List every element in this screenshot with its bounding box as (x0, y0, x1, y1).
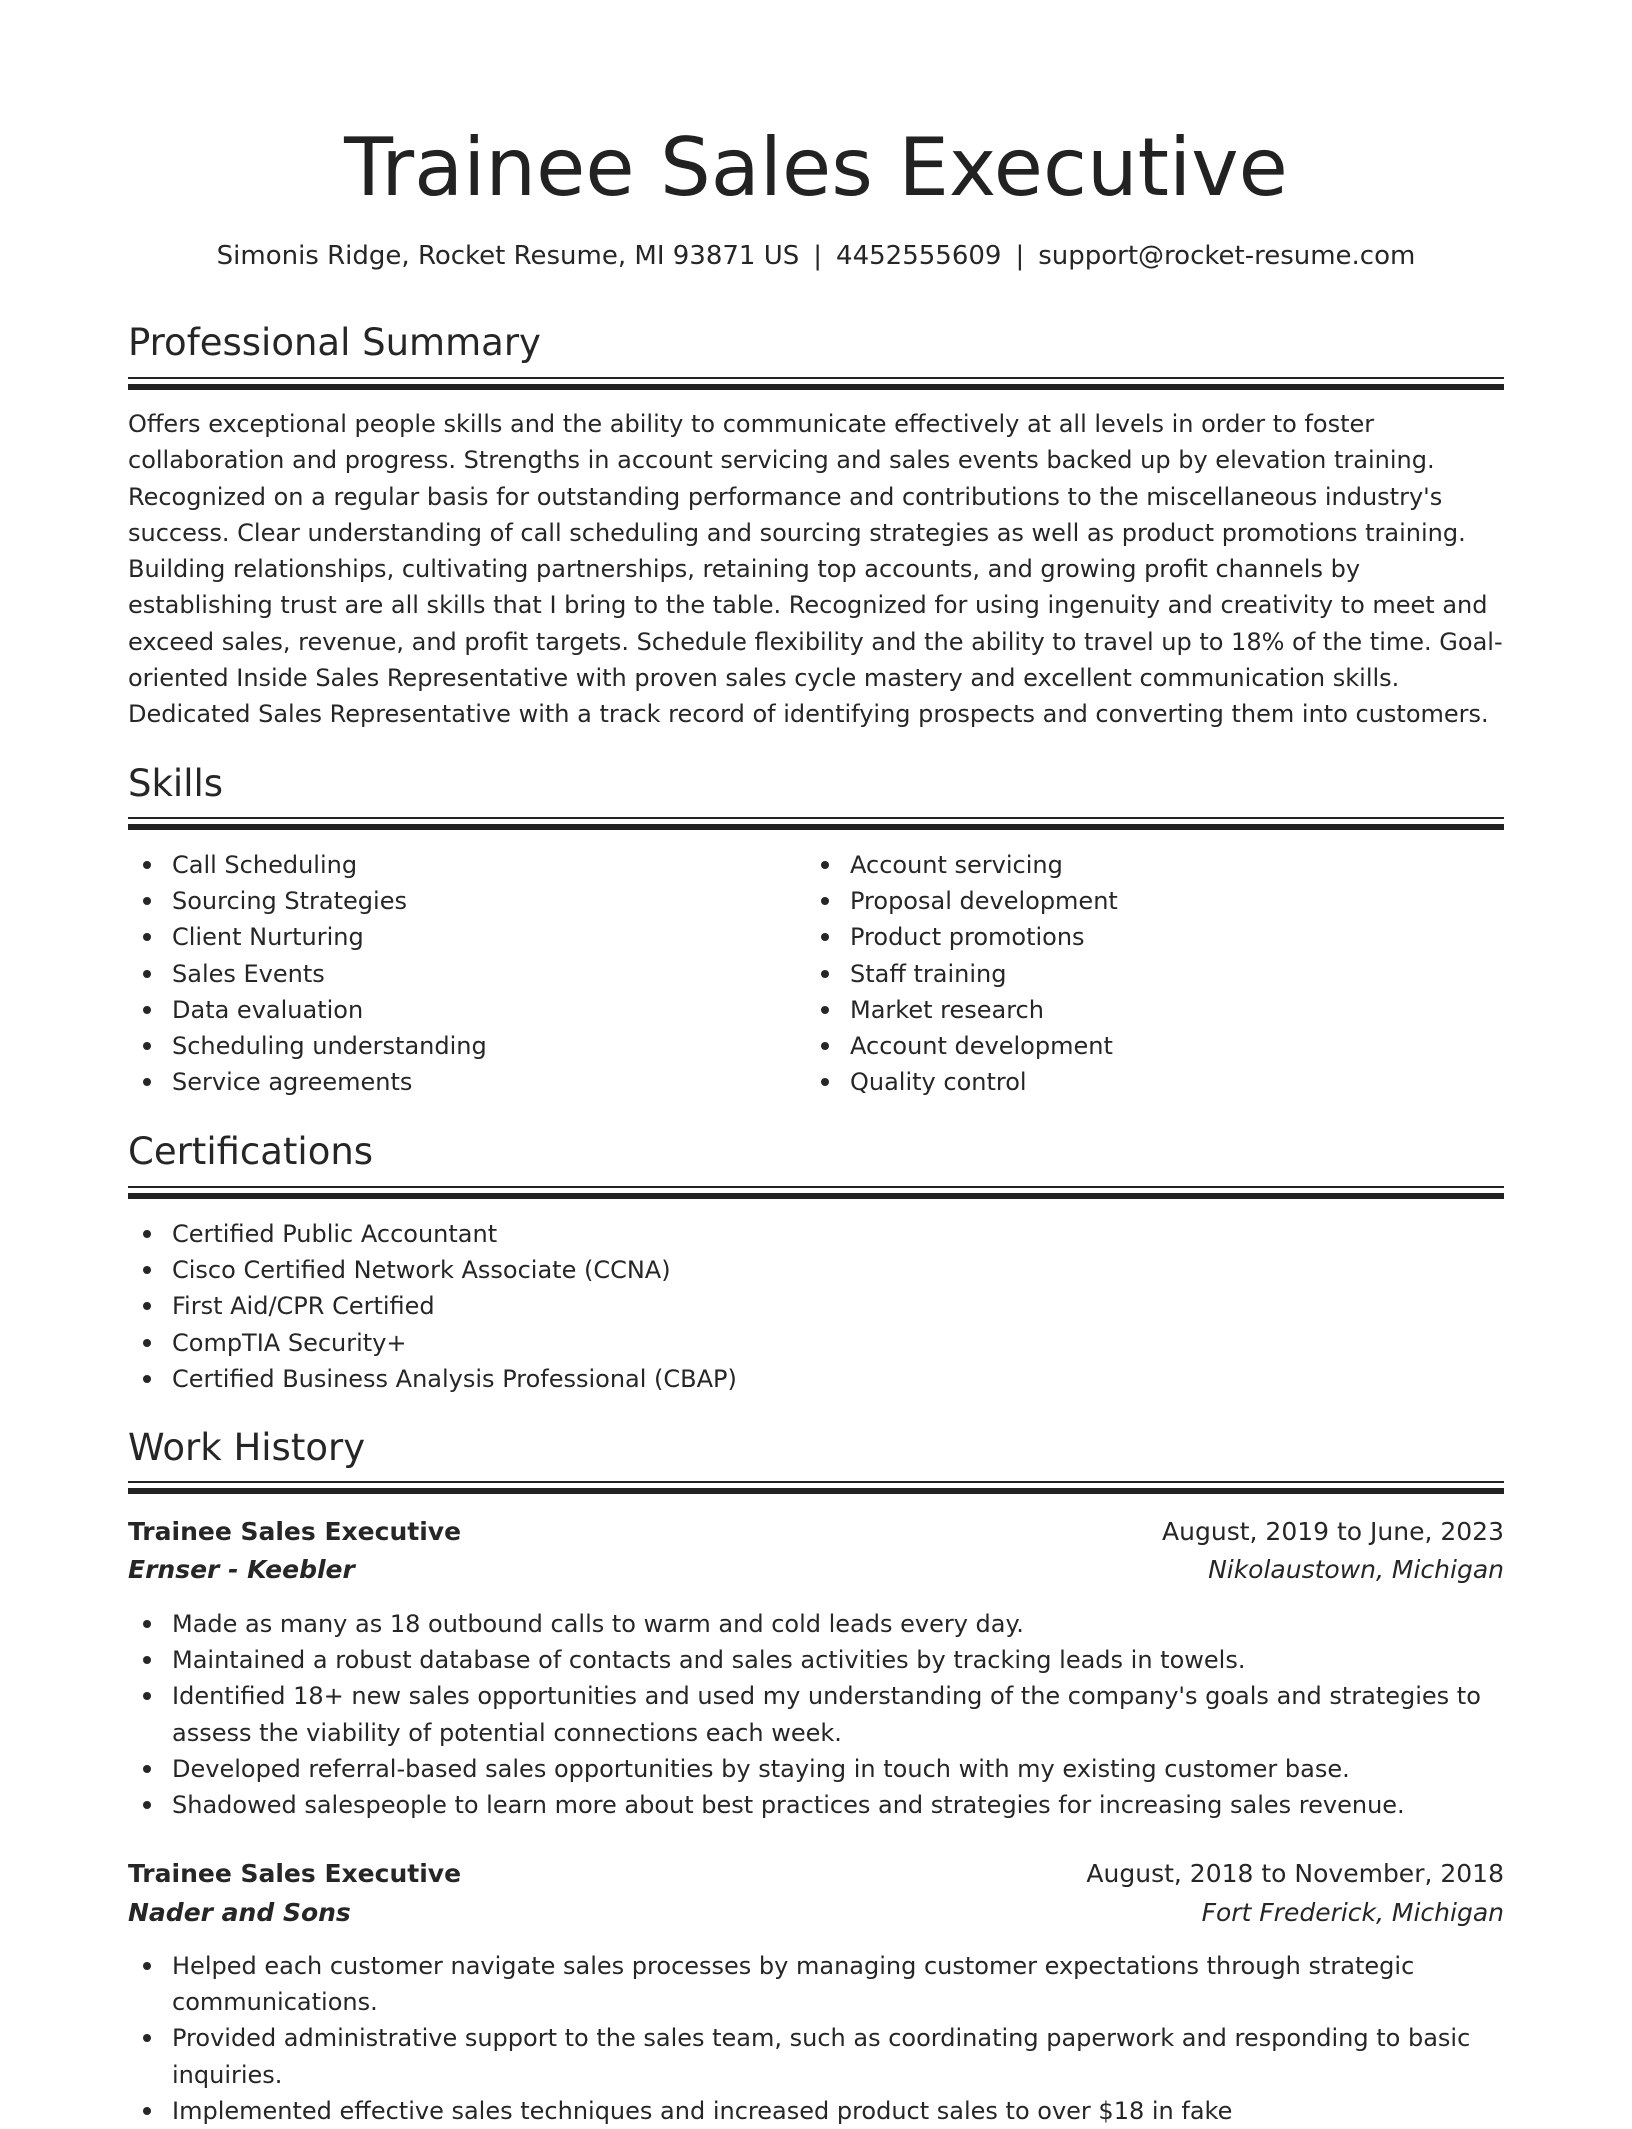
section-divider (128, 817, 1504, 831)
section-title-summary: Professional Summary (128, 321, 541, 364)
skills-list-left (128, 847, 788, 1100)
job-dates: August, 2018 to November, 2018 (1086, 1859, 1504, 1888)
certification-item: CompTIA Security+ (128, 1325, 1504, 1361)
contact-address: Simonis Ridge, Rocket Resume, MI 93871 US (216, 241, 800, 271)
contact-separator: | (1015, 241, 1025, 271)
skill-item: Product promotions (806, 919, 1486, 955)
skill-item: Data evaluation (128, 992, 788, 1028)
job-bullet: Maintained a robust database of contacts and sales activities by tracking leads in towels. (128, 1642, 1504, 1678)
job-bullet: Implemented effective sales techniques and increased product sales to over $18 in fake (128, 2093, 1504, 2129)
certifications-list (128, 1216, 1504, 1397)
skills-list-right (806, 847, 1486, 1100)
certification-item: Cisco Certified Network Associate (CCNA) (128, 1252, 1504, 1288)
job-location: Fort Frederick, Michigan (1201, 1898, 1504, 1927)
section-title-work-history: Work History (128, 1426, 366, 1469)
skill-item: Sales Events (128, 956, 788, 992)
job-title: Trainee Sales Executive (128, 1859, 462, 1888)
certification-item: First Aid/CPR Certified (128, 1288, 1504, 1324)
job-company: Ernser - Keebler (128, 1555, 355, 1584)
skill-item: Market research (806, 992, 1486, 1028)
section-divider (128, 377, 1504, 391)
job-bullet: Identified 18+ new sales opportunities and used my understanding of the company's goals and strategies to assess the viability of potential connections each week. (128, 1678, 1504, 1750)
job-bullets (128, 1606, 1504, 1823)
skill-item: Proposal development (806, 883, 1486, 919)
skill-item: Quality control (806, 1064, 1486, 1100)
skill-item: Client Nurturing (128, 919, 788, 955)
contact-line (128, 236, 1504, 276)
section-title-certifications: Certifications (128, 1130, 374, 1173)
skill-item: Scheduling understanding (128, 1028, 788, 1064)
job-bullet: Developed referral-based sales opportunities by staying in touch with my existing customer base. (128, 1751, 1504, 1787)
section-title-skills: Skills (128, 762, 224, 805)
skill-item: Staff training (806, 956, 1486, 992)
job-bullet: Helped each customer navigate sales processes by managing customer expectations through strategic communications. (128, 1948, 1504, 2020)
contact-phone: 4452555609 (836, 241, 1002, 271)
contact-separator: | (813, 241, 823, 271)
resume-name: Trainee Sales Executive (344, 121, 1288, 214)
skill-item: Sourcing Strategies (128, 883, 788, 919)
job-bullet: Made as many as 18 outbound calls to warm and cold leads every day. (128, 1606, 1504, 1642)
skill-item: Account development (806, 1028, 1486, 1064)
certification-item: Certified Public Accountant (128, 1216, 1504, 1252)
job-company: Nader and Sons (128, 1898, 351, 1927)
section-divider (128, 1186, 1504, 1200)
job-bullets (128, 1948, 1504, 2129)
skill-item: Account servicing (806, 847, 1486, 883)
skill-item: Service agreements (128, 1064, 788, 1100)
skill-item: Call Scheduling (128, 847, 788, 883)
section-divider (128, 1481, 1504, 1495)
contact-email: support@rocket-resume.com (1038, 241, 1416, 271)
job-bullet: Provided administrative support to the sales team, such as coordinating paperwork and responding to basic inquiries. (128, 2020, 1504, 2092)
summary-text: Offers exceptional people skills and the ability to communicate effectively at all levels in order to foster collaboration and progress. Strengths in account servicing and sales events backed up by elevation training. Recognized on a regular basis for outstanding performance and contributions to the miscellaneous industry's success. Clear understanding of call scheduling and sourcing strategies as well as product promotions training. Building relationships, cultivating partnerships, retaining top accounts, and growing profit channels by establishing trust are all skills that I bring to the table. Recognized for using ingenuity and creativity to meet and exceed sales, revenue, and profit targets. Schedule flexibility and the ability to travel up to 18% of the time. Goal-oriented Inside Sales Representative with proven sales cycle mastery and excellent communication skills. Dedicated Sales Representative with a track record of identifying prospects and converting them into customers. (128, 410, 1503, 729)
job-location: Nikolaustown, Michigan (1208, 1555, 1504, 1584)
job-title: Trainee Sales Executive (128, 1517, 462, 1546)
job-dates: August, 2019 to June, 2023 (1162, 1517, 1504, 1546)
certification-item: Certified Business Analysis Professional (CBAP) (128, 1361, 1504, 1397)
job-bullet: Shadowed salespeople to learn more about best practices and strategies for increasing sales revenue. (128, 1787, 1504, 1823)
